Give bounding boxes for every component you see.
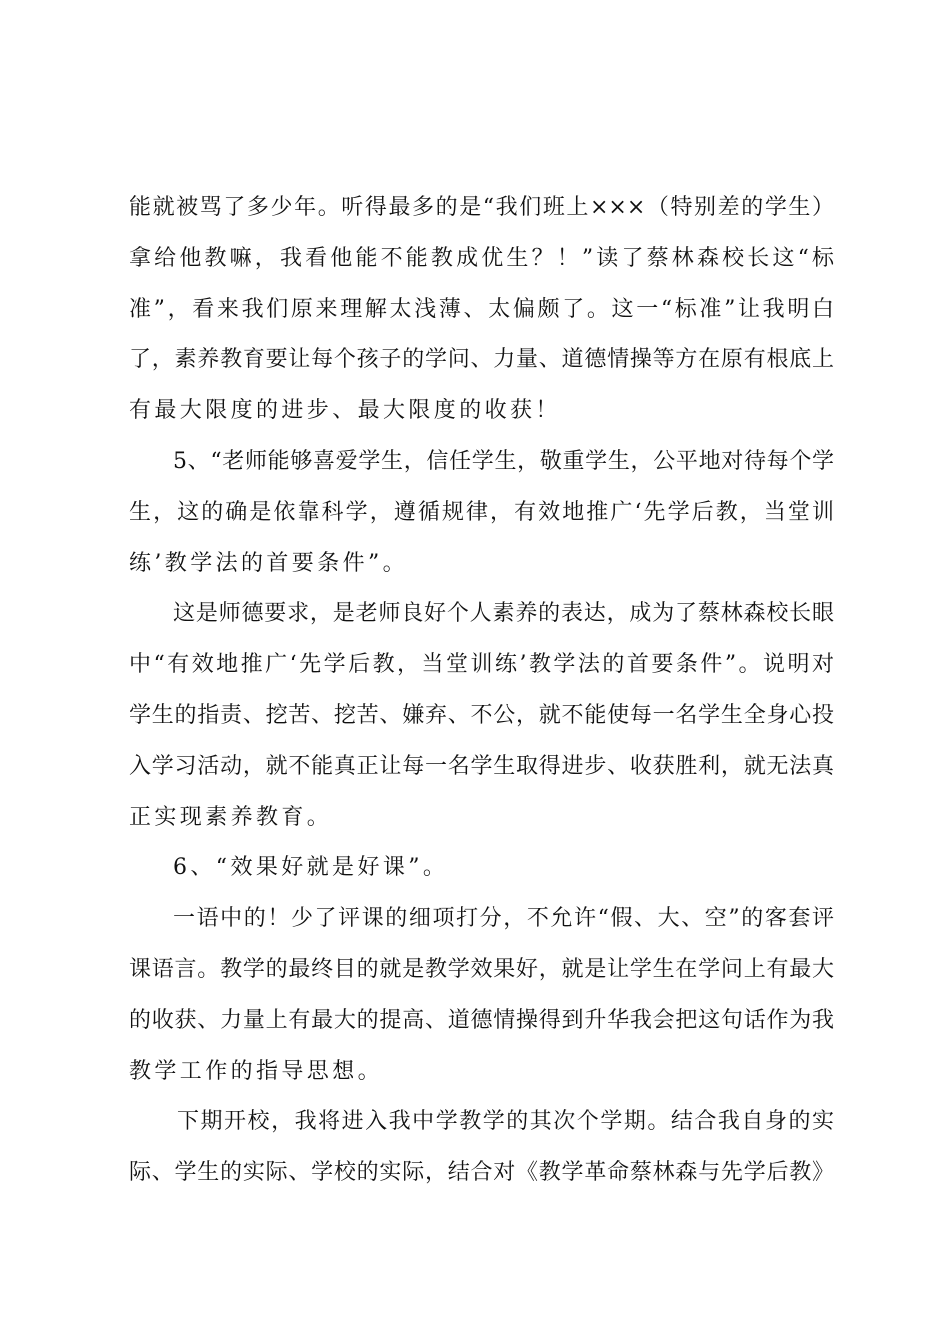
text-line: 入学习活动，就不能真正让每一名学生取得进步、收获胜利，就无法真 [129,753,834,779]
text-line: 学生的指责、挖苦、挖苦、嫌弃、不公，就不能使每一名学生全身心投 [129,702,834,728]
text-line: 下期开校，我将进入我中学教学的其次个学期。结合我自身的实 [177,1109,834,1135]
text-line: 课语言。教学的最终目的就是教学效果好，就是让学生在学问上有最大 [129,956,834,982]
document-body [129,183,834,1199]
text-line: 5、“老师能够喜爱学生，信任学生，敬重学生，公平地对待每个学 [173,448,834,474]
text-line: 6、“效果好就是好课”。 [173,855,449,881]
text-line: 一语中的！少了评课的细项打分，不允许“假、大、空”的客套评 [173,906,834,932]
text-line: 拿给他教嘛，我看他能不能教成优生？！”读了蔡林森校长这“标 [129,245,834,271]
text-line: 有最大限度的进步、最大限度的收获！ [129,398,561,424]
text-line: 的收获、力量上有最大的提高、道德情操得到升华我会把这句话作为我 [129,1007,834,1033]
text-line: 练’教学法的首要条件”。 [129,550,409,576]
text-line: 正实现素养教育。 [129,804,333,830]
text-line: 际、学生的实际、学校的实际，结合对《教学革命蔡林森与先学后教》 [129,1160,834,1186]
text-line: 这是师德要求，是老师良好个人素养的表达，成为了蔡林森校长眼 [173,601,834,627]
text-line: 中“有效地推广‘先学后教，当堂训练’教学法的首要条件”。说明对 [129,652,834,678]
text-line: 准”，看来我们原来理解太浅薄、太偏颇了。这一“标准”让我明白 [129,296,834,322]
text-line: 教学工作的指导思想。 [129,1058,384,1084]
text-line: 生，这的确是依靠科学，遵循规律，有效地推广‘先学后教，当堂训 [129,499,834,525]
text-line: 能就被骂了多少年。听得最多的是“我们班上×××（特别差的学生） [129,195,834,220]
text-line: 了，素养教育要让每个孩子的学问、力量、道德情操等方在原有根底上 [129,347,834,373]
